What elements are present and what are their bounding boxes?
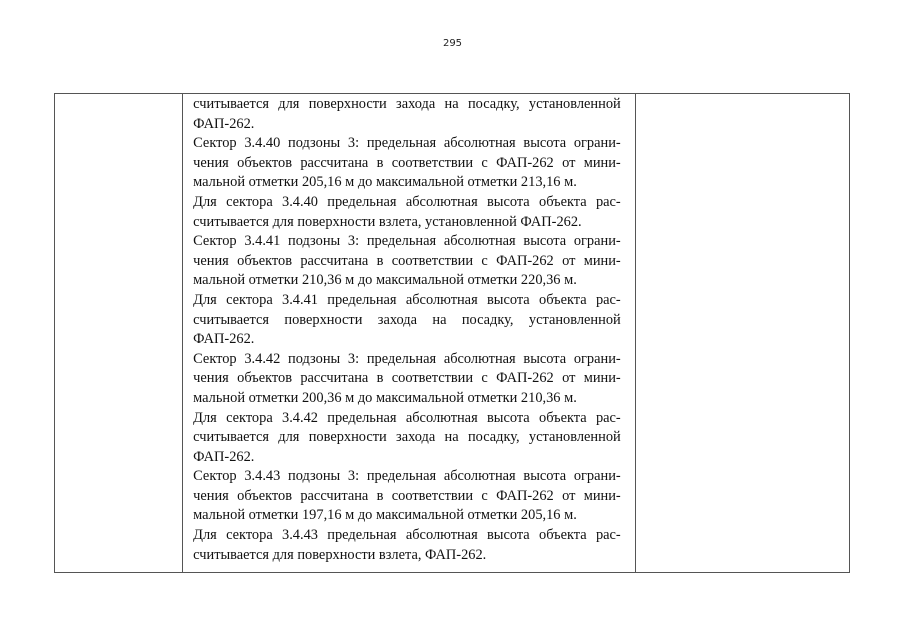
- text-line: Для сектора 3.4.40 предельная абсолютная высота объекта рас-: [193, 193, 621, 210]
- text-line: мальной отметки 197,16 м до максимальной отметки 205,16 м.: [193, 507, 577, 524]
- text-line: ФАП-262.: [193, 448, 255, 465]
- left-cell: [55, 94, 183, 573]
- text-line: считывается поверхности захода на посадку, установленной: [193, 311, 621, 328]
- text-line: мальной отметки 200,36 м до максимальной отметки 210,36 м.: [193, 389, 577, 406]
- text-line: чения объектов рассчитана в соответствии с ФАП-262 от мини-: [193, 487, 621, 504]
- text-line: считывается для поверхности захода на посадку, установленной: [193, 96, 621, 112]
- text-line: ФАП-262.: [193, 331, 255, 348]
- text-line: считывается для поверхности взлета, ФАП-262.: [193, 546, 487, 563]
- text-line: мальной отметки 210,36 м до максимальной отметки 220,36 м.: [193, 272, 577, 289]
- document-table: [54, 93, 850, 573]
- text-line: Сектор 3.4.41 подзоны 3: предельная абсолютная высота ограни-: [193, 233, 621, 250]
- right-cell: [635, 94, 849, 573]
- text-line: Для сектора 3.4.41 предельная абсолютная высота объекта рас-: [193, 291, 621, 308]
- text-line: чения объектов рассчитана в соответствии с ФАП-262 от мини-: [193, 252, 621, 269]
- text-line: чения объектов рассчитана в соответствии с ФАП-262 от мини-: [193, 370, 621, 387]
- table-row: [55, 94, 850, 573]
- text-line: чения объектов рассчитана в соответствии с ФАП-262 от мини-: [193, 154, 621, 171]
- middle-cell-text: [183, 94, 635, 565]
- text-line: Сектор 3.4.43 подзоны 3: предельная абсолютная высота ограни-: [193, 468, 621, 485]
- text-line: Сектор 3.4.40 подзоны 3: предельная абсолютная высота ограни-: [193, 135, 621, 152]
- text-line: Для сектора 3.4.42 предельная абсолютная высота объекта рас-: [193, 409, 621, 426]
- text-line: Сектор 3.4.42 подзоны 3: предельная абсолютная высота ограни-: [193, 350, 621, 367]
- page-number: 295: [442, 38, 463, 49]
- text-line: ФАП-262.: [193, 115, 255, 132]
- text-line: считывается для поверхности взлета, установленной ФАП-262.: [193, 213, 582, 230]
- text-line: считывается для поверхности захода на посадку, установленной: [193, 429, 621, 446]
- text-line: Для сектора 3.4.43 предельная абсолютная высота объекта рас-: [193, 527, 621, 544]
- text-line: мальной отметки 205,16 м до максимальной отметки 213,16 м.: [193, 174, 577, 191]
- middle-cell: [183, 94, 636, 573]
